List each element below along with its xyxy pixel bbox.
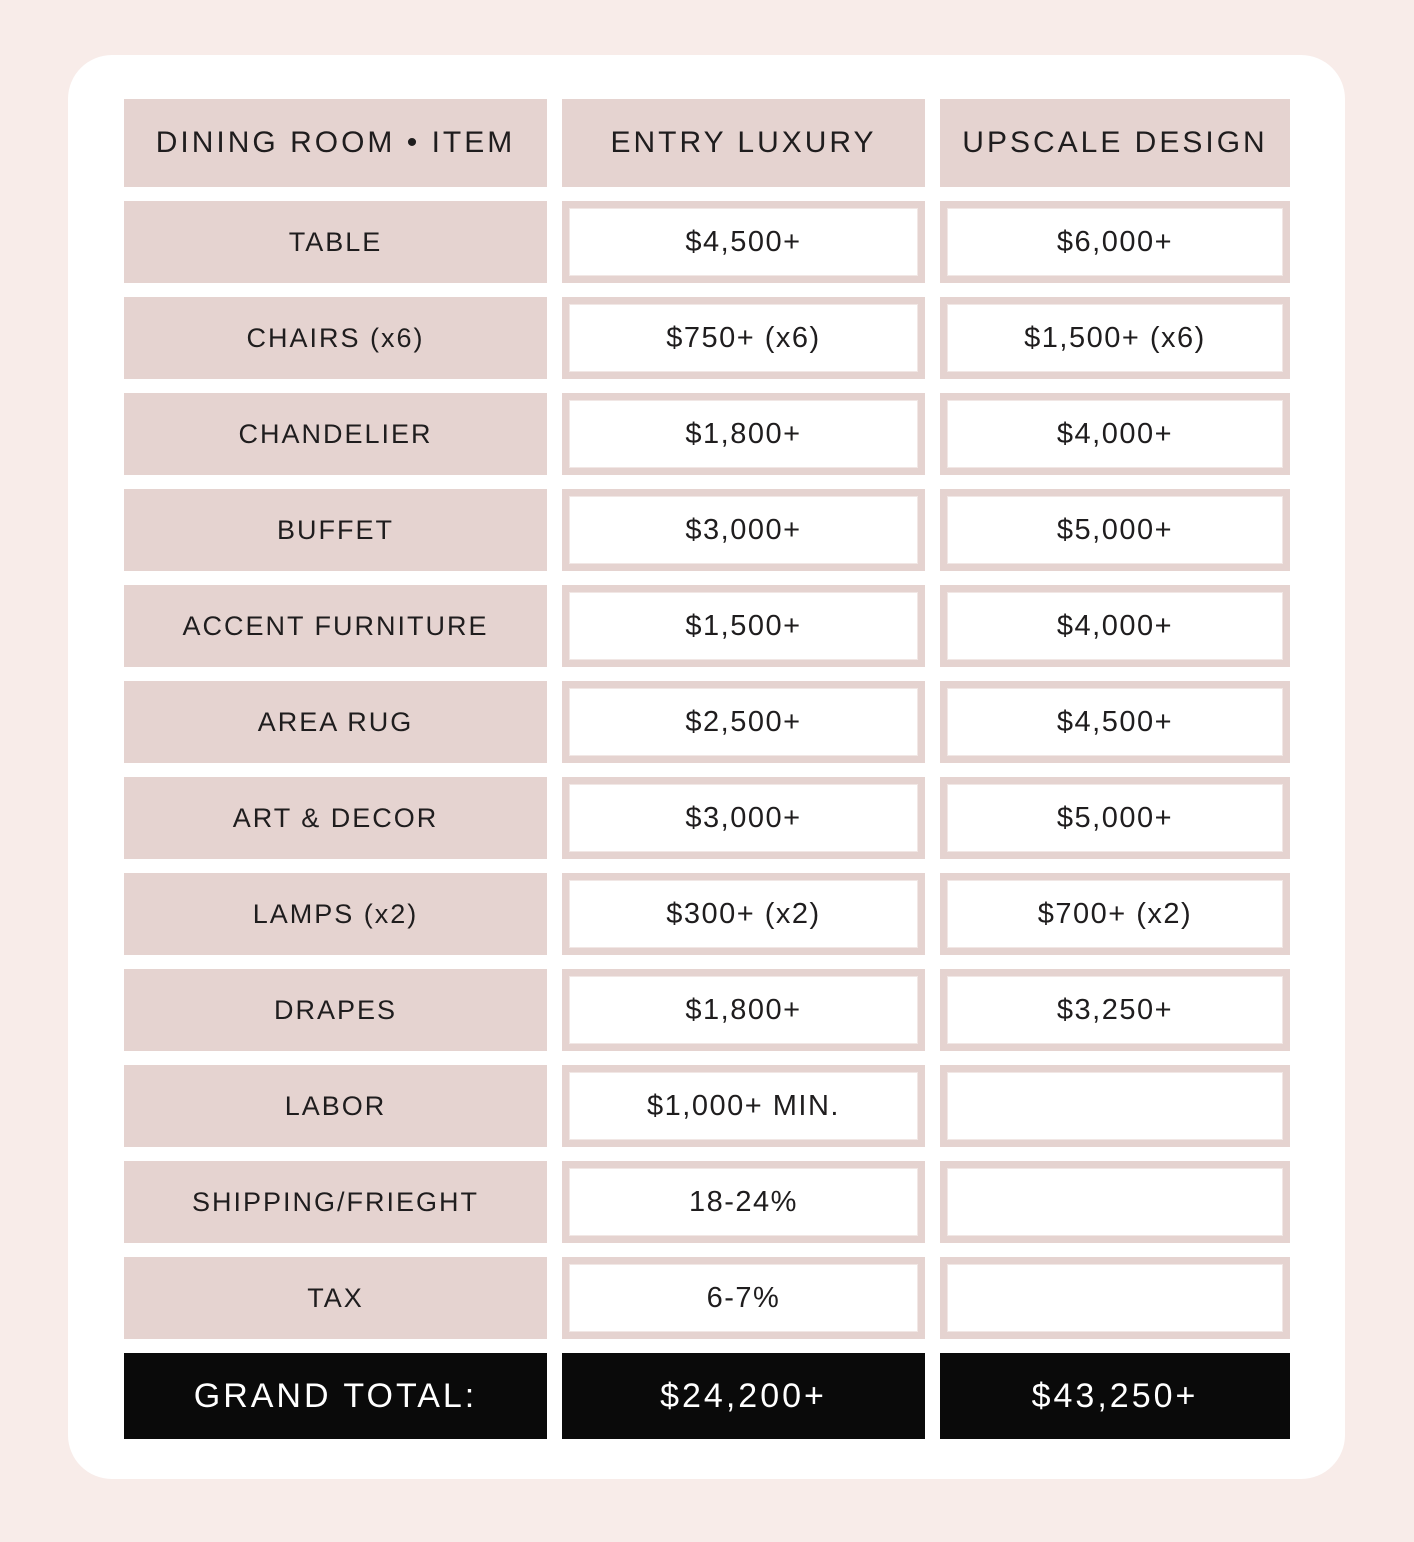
upscale-design-cell: [940, 681, 1290, 763]
entry-luxury-cell: [562, 585, 925, 667]
entry-luxury-value: 18-24%: [569, 1168, 918, 1236]
entry-luxury-cell: [562, 873, 925, 955]
entry-luxury-value: $2,500+: [569, 688, 918, 756]
entry-luxury-cell: [562, 1065, 925, 1147]
entry-luxury-value: $4,500+: [569, 208, 918, 276]
item-label: CHAIRS (x6): [124, 297, 547, 379]
column-header-upscale-design: UPSCALE DESIGN: [940, 99, 1290, 187]
entry-luxury-cell: [562, 201, 925, 283]
item-label: BUFFET: [124, 489, 547, 571]
entry-luxury-cell: [562, 297, 925, 379]
entry-luxury-value: $3,000+: [569, 496, 918, 564]
entry-luxury-value: 6-7%: [569, 1264, 918, 1332]
entry-luxury-cell: [562, 393, 925, 475]
entry-luxury-value: $3,000+: [569, 784, 918, 852]
upscale-design-cell: [940, 777, 1290, 859]
entry-luxury-value: $1,000+ MIN.: [569, 1072, 918, 1140]
upscale-design-value: [947, 1072, 1283, 1140]
item-label: DRAPES: [124, 969, 547, 1051]
entry-luxury-cell: [562, 969, 925, 1051]
entry-luxury-value: $750+ (x6): [569, 304, 918, 372]
upscale-design-cell: [940, 969, 1290, 1051]
upscale-design-value: $4,000+: [947, 400, 1283, 468]
upscale-design-cell: [940, 585, 1290, 667]
upscale-design-value: $5,000+: [947, 496, 1283, 564]
upscale-design-cell: [940, 489, 1290, 571]
entry-luxury-cell: [562, 1257, 925, 1339]
upscale-design-cell: [940, 393, 1290, 475]
grand-total-label: GRAND TOTAL:: [124, 1353, 547, 1439]
entry-luxury-cell: [562, 489, 925, 571]
upscale-design-value: $3,250+: [947, 976, 1283, 1044]
entry-luxury-value: $1,500+: [569, 592, 918, 660]
item-label: SHIPPING/FRIEGHT: [124, 1161, 547, 1243]
item-label: TAX: [124, 1257, 547, 1339]
upscale-design-cell: [940, 297, 1290, 379]
upscale-design-cell: [940, 1257, 1290, 1339]
upscale-design-value: $6,000+: [947, 208, 1283, 276]
item-label: LABOR: [124, 1065, 547, 1147]
upscale-design-value: $4,000+: [947, 592, 1283, 660]
column-header-item: DINING ROOM • ITEM: [124, 99, 547, 187]
upscale-design-value: $700+ (x2): [947, 880, 1283, 948]
upscale-design-cell: [940, 1161, 1290, 1243]
upscale-design-value: $4,500+: [947, 688, 1283, 756]
upscale-design-cell: [940, 201, 1290, 283]
item-label: ART & DECOR: [124, 777, 547, 859]
entry-luxury-cell: [562, 681, 925, 763]
entry-luxury-cell: [562, 1161, 925, 1243]
entry-luxury-cell: [562, 777, 925, 859]
item-label: AREA RUG: [124, 681, 547, 763]
upscale-design-value: [947, 1168, 1283, 1236]
entry-luxury-value: $1,800+: [569, 400, 918, 468]
column-header-entry-luxury: ENTRY LUXURY: [562, 99, 925, 187]
pricing-card: [68, 55, 1345, 1479]
pricing-table: [124, 99, 1291, 1439]
item-label: TABLE: [124, 201, 547, 283]
entry-luxury-value: $300+ (x2): [569, 880, 918, 948]
upscale-design-value: [947, 1264, 1283, 1332]
item-label: LAMPS (x2): [124, 873, 547, 955]
item-label: ACCENT FURNITURE: [124, 585, 547, 667]
upscale-design-cell: [940, 1065, 1290, 1147]
entry-luxury-value: $1,800+: [569, 976, 918, 1044]
item-label: CHANDELIER: [124, 393, 547, 475]
upscale-design-value: $1,500+ (x6): [947, 304, 1283, 372]
upscale-design-cell: [940, 873, 1290, 955]
upscale-design-value: $5,000+: [947, 784, 1283, 852]
grand-total-entry-luxury: $24,200+: [562, 1353, 925, 1439]
grand-total-upscale-design: $43,250+: [940, 1353, 1290, 1439]
